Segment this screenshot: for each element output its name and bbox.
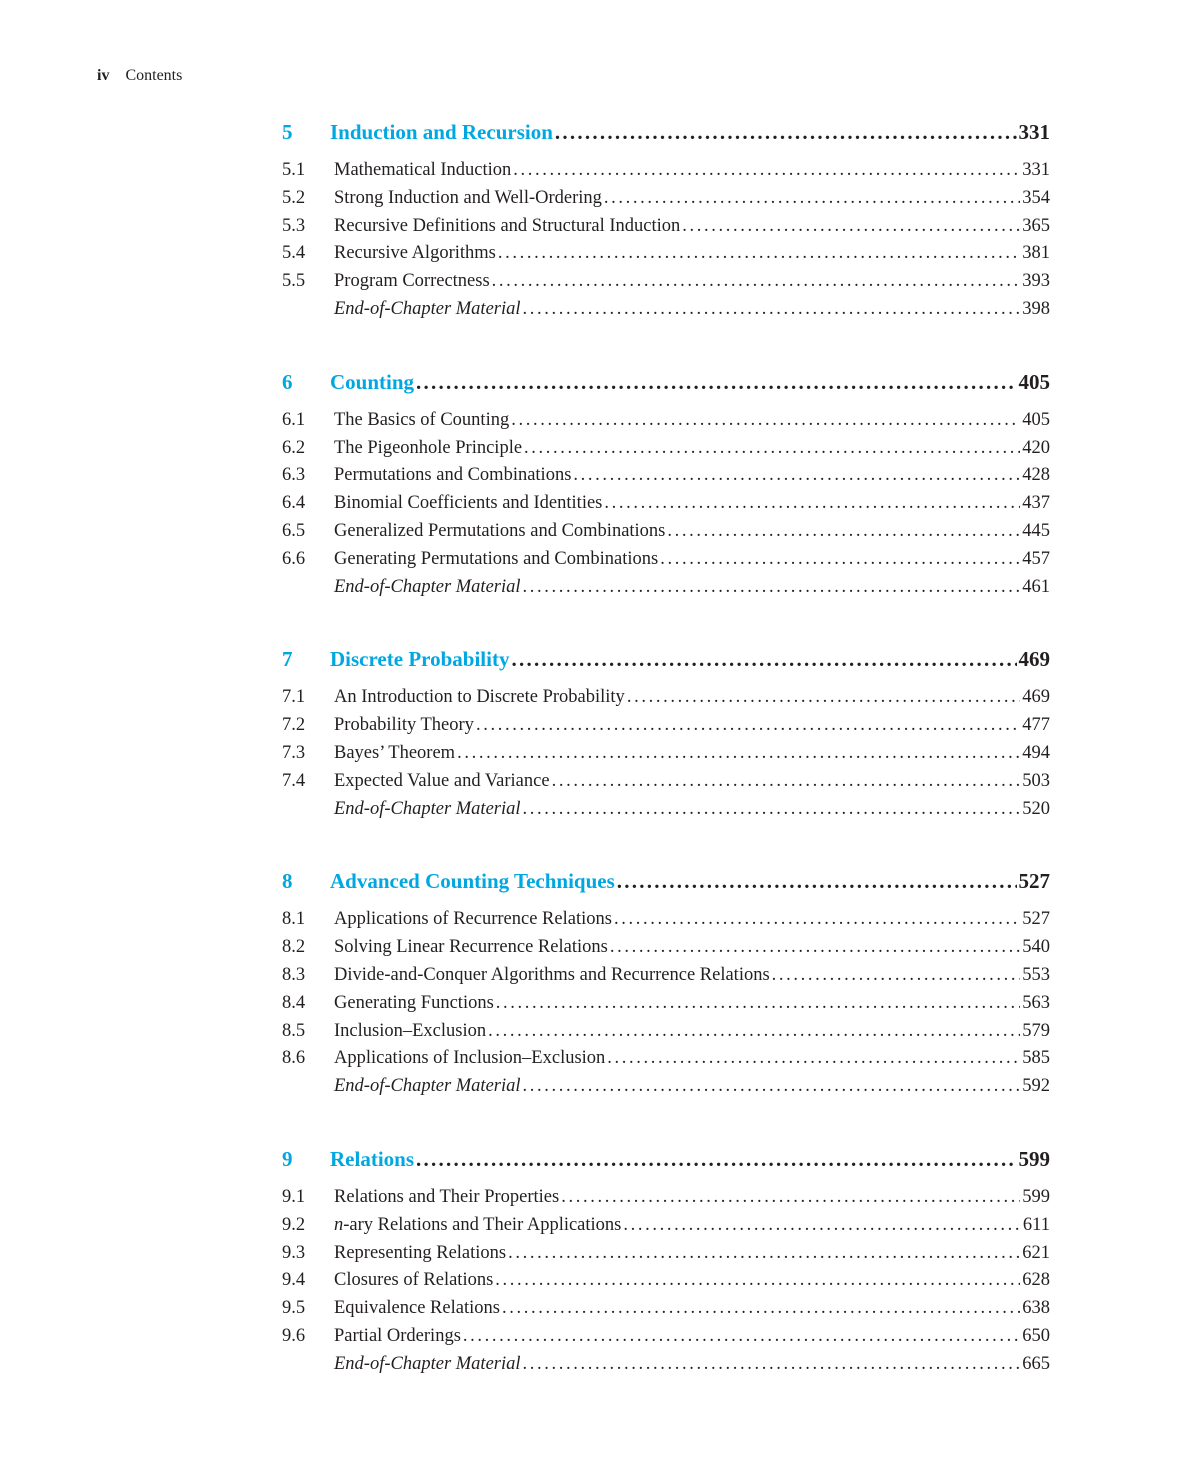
section-page: 628 — [1022, 1270, 1050, 1291]
section-title: End-of-Chapter Material — [334, 798, 521, 819]
section-number: 8.4 — [282, 992, 306, 1013]
section-title: Binomial Coefficients and Identities — [334, 493, 603, 514]
section-entry[interactable] — [282, 465, 1050, 493]
section-number: 6.2 — [282, 437, 306, 458]
dot-leader — [416, 1147, 1017, 1172]
chapter-page: 331 — [1018, 120, 1050, 144]
section-title: Relations and Their Properties — [334, 1186, 560, 1207]
section-number: 6.6 — [282, 548, 306, 569]
section-title: The Basics of Counting — [334, 409, 510, 430]
section-number: 9.2 — [282, 1214, 306, 1235]
section-entry[interactable] — [282, 299, 1050, 327]
section-number: 9.4 — [282, 1270, 306, 1291]
section-title: End-of-Chapter Material — [334, 298, 521, 319]
section-page: 520 — [1022, 798, 1050, 819]
section-page: 527 — [1022, 909, 1050, 930]
chapter-entry[interactable] — [282, 647, 1050, 681]
section-entry[interactable] — [282, 438, 1050, 466]
section-entry[interactable] — [282, 271, 1050, 299]
chapter-block — [282, 647, 1050, 826]
dot-leader — [502, 1298, 1020, 1319]
dot-leader — [604, 188, 1020, 209]
chapter-page: 599 — [1018, 1146, 1050, 1171]
dot-leader — [463, 1326, 1020, 1347]
section-title: Program Correctness — [334, 271, 490, 292]
section-number: 5.1 — [282, 160, 306, 180]
dot-leader — [496, 993, 1020, 1014]
dot-leader — [660, 549, 1020, 570]
section-page: 445 — [1022, 520, 1050, 541]
section-entry[interactable] — [282, 687, 1050, 715]
section-entry[interactable] — [282, 1298, 1050, 1326]
section-number: 9.3 — [282, 1242, 306, 1263]
section-number: 6.5 — [282, 520, 306, 541]
section-page: 665 — [1022, 1353, 1050, 1374]
section-entry[interactable] — [282, 909, 1050, 937]
section-page: 398 — [1022, 298, 1050, 319]
chapter-entry[interactable] — [282, 370, 1050, 404]
section-title: Recursive Definitions and Structural Induction — [334, 215, 681, 236]
section-entry[interactable] — [282, 1021, 1050, 1049]
section-number: 6.3 — [282, 465, 306, 486]
chapter-entry[interactable] — [282, 1147, 1050, 1181]
section-entry[interactable] — [282, 965, 1050, 993]
chapter-entry[interactable] — [282, 120, 1050, 154]
chapter-title: Relations — [330, 1146, 414, 1171]
chapter-number: 5 — [282, 120, 293, 144]
dot-leader — [617, 869, 1017, 894]
dot-leader — [457, 743, 1020, 764]
section-number: 8.5 — [282, 1020, 306, 1041]
section-title: End-of-Chapter Material — [334, 1076, 521, 1097]
running-head-title: Contents — [125, 67, 183, 84]
section-title: Inclusion–Exclusion — [334, 1020, 487, 1041]
section-number: 5.4 — [282, 243, 306, 264]
section-entry[interactable] — [282, 1354, 1050, 1382]
dot-leader — [772, 965, 1021, 986]
section-title: Divide-and-Conquer Algorithms and Recurrence Relations — [334, 964, 770, 985]
section-page: 579 — [1022, 1020, 1050, 1041]
chapter-number: 9 — [282, 1146, 293, 1171]
section-page: 621 — [1022, 1242, 1050, 1263]
chapter-block — [282, 1147, 1050, 1382]
running-head — [97, 66, 182, 86]
dot-leader — [511, 647, 1016, 672]
section-page: 437 — [1022, 493, 1050, 514]
section-number: 9.6 — [282, 1325, 306, 1346]
chapter-entry[interactable] — [282, 869, 1050, 903]
section-entry[interactable] — [282, 1048, 1050, 1076]
section-page: 354 — [1022, 187, 1050, 208]
section-entry[interactable] — [282, 577, 1050, 605]
section-title: The Pigeonhole Principle — [334, 437, 523, 458]
section-number: 8.2 — [282, 937, 306, 958]
dot-leader — [513, 160, 1020, 181]
dot-leader — [511, 410, 1020, 431]
section-entry[interactable] — [282, 1187, 1050, 1215]
section-entry[interactable] — [282, 410, 1050, 438]
section-title: Generating Permutations and Combinations — [334, 548, 659, 569]
section-number: 8.3 — [282, 964, 306, 985]
section-number: 8.1 — [282, 909, 306, 930]
section-number: 7.4 — [282, 770, 306, 791]
dot-leader — [561, 1187, 1020, 1208]
chapter-block — [282, 370, 1050, 605]
section-entry[interactable] — [282, 1326, 1050, 1354]
section-page: 420 — [1022, 437, 1050, 458]
section-number: 6.1 — [282, 409, 306, 430]
section-entry[interactable] — [282, 521, 1050, 549]
section-title: Bayes’ Theorem — [334, 742, 456, 763]
section-entry[interactable] — [282, 493, 1050, 521]
section-page: 563 — [1022, 992, 1050, 1013]
section-title-italic-prefix: n — [334, 1214, 344, 1235]
section-page: 428 — [1022, 465, 1050, 486]
section-page: 393 — [1022, 271, 1050, 292]
section-title: Probability Theory — [334, 715, 474, 736]
section-title-rest: -ary Relations and Their Applications — [343, 1214, 622, 1235]
dot-leader — [523, 577, 1021, 598]
section-entry[interactable] — [282, 743, 1050, 771]
section-page: 592 — [1022, 1076, 1050, 1097]
section-page: 540 — [1022, 937, 1050, 958]
section-page: 381 — [1022, 243, 1050, 264]
dot-leader — [416, 370, 1016, 395]
section-page: 405 — [1022, 409, 1050, 430]
chapter-page: 469 — [1018, 647, 1050, 672]
dot-leader — [523, 1076, 1021, 1097]
section-title: Recursive Algorithms — [334, 243, 496, 264]
dot-leader — [667, 521, 1020, 542]
section-page: 457 — [1022, 548, 1050, 569]
section-number: 5.3 — [282, 215, 306, 236]
section-title: Permutations and Combinations — [334, 465, 572, 486]
section-page: 365 — [1022, 215, 1050, 236]
section-page: 585 — [1022, 1048, 1050, 1069]
section-number: 9.5 — [282, 1298, 306, 1319]
section-page: 611 — [1022, 1214, 1050, 1235]
section-entry[interactable] — [282, 1215, 1050, 1243]
section-number: 7.3 — [282, 742, 306, 763]
section-title: Applications of Recurrence Relations — [334, 909, 612, 930]
dot-leader — [508, 1243, 1020, 1264]
dot-leader — [523, 1354, 1021, 1375]
dot-leader — [476, 715, 1020, 736]
section-number: 9.1 — [282, 1186, 306, 1207]
section-title: Mathematical Induction — [334, 160, 512, 180]
chapter-number: 6 — [282, 369, 293, 394]
chapter-title: Advanced Counting Techniques — [330, 869, 615, 894]
section-entry[interactable] — [282, 937, 1050, 965]
dot-leader — [552, 771, 1021, 792]
section-page: 599 — [1022, 1186, 1050, 1207]
section-number: 6.4 — [282, 493, 306, 514]
section-entry[interactable] — [282, 549, 1050, 577]
section-title: Partial Orderings — [334, 1325, 461, 1346]
section-page: 331 — [1022, 160, 1050, 180]
section-number: 7.2 — [282, 715, 306, 736]
section-title: Solving Linear Recurrence Relations — [334, 937, 608, 958]
dot-leader — [610, 937, 1020, 958]
section-entry[interactable] — [282, 771, 1050, 799]
section-title: Applications of Inclusion–Exclusion — [334, 1048, 606, 1069]
dot-leader — [524, 438, 1020, 459]
section-entry[interactable] — [282, 216, 1050, 244]
section-page: 650 — [1022, 1325, 1050, 1346]
section-entry[interactable] — [282, 188, 1050, 216]
dot-leader — [523, 299, 1021, 320]
chapter-page: 405 — [1018, 369, 1050, 394]
dot-leader — [682, 216, 1020, 237]
section-title: Closures of Relations — [334, 1270, 494, 1291]
section-title: Expected Value and Variance — [334, 770, 550, 791]
section-title: Generalized Permutations and Combinations — [334, 520, 666, 541]
dot-leader — [492, 271, 1021, 292]
section-page: 503 — [1022, 770, 1050, 791]
chapter-page: 527 — [1018, 869, 1050, 894]
section-title: Equivalence Relations — [334, 1298, 500, 1319]
section-entry[interactable] — [282, 799, 1050, 827]
section-number: 5.5 — [282, 271, 306, 292]
section-page: 477 — [1022, 715, 1050, 736]
chapter-title: Counting — [330, 369, 415, 394]
dot-leader — [498, 243, 1020, 264]
dot-leader — [555, 120, 1017, 145]
section-entry[interactable] — [282, 1076, 1050, 1104]
chapter-number: 7 — [282, 647, 293, 672]
section-title: An Introduction to Discrete Probability — [334, 687, 625, 708]
section-entry[interactable] — [282, 160, 1050, 188]
section-title: Generating Functions — [334, 992, 494, 1013]
dot-leader — [614, 909, 1020, 930]
section-page: 638 — [1022, 1298, 1050, 1319]
dot-leader — [573, 465, 1020, 486]
section-title: Strong Induction and Well-Ordering — [334, 187, 602, 208]
page-number: iv — [97, 67, 110, 84]
dot-leader — [607, 1048, 1020, 1069]
section-title: End-of-Chapter Material — [334, 1353, 521, 1374]
section-page: 469 — [1022, 687, 1050, 708]
section-entry[interactable] — [282, 993, 1050, 1021]
dot-leader — [623, 1215, 1021, 1236]
section-number: 8.6 — [282, 1048, 306, 1069]
dot-leader — [604, 493, 1020, 514]
section-page: 553 — [1022, 964, 1050, 985]
section-title — [334, 1215, 621, 1236]
table-of-contents — [282, 120, 1050, 1425]
section-entry[interactable] — [282, 1243, 1050, 1271]
chapter-block — [282, 120, 1050, 327]
chapter-number: 8 — [282, 869, 293, 894]
section-page: 461 — [1022, 576, 1050, 597]
dot-leader — [523, 799, 1021, 820]
section-number: 5.2 — [282, 187, 306, 208]
section-entry[interactable] — [282, 243, 1050, 271]
section-entry[interactable] — [282, 1270, 1050, 1298]
dot-leader — [627, 687, 1020, 708]
section-title: Representing Relations — [334, 1242, 507, 1263]
section-number: 7.1 — [282, 687, 306, 708]
dot-leader — [488, 1021, 1020, 1042]
section-title: End-of-Chapter Material — [334, 576, 521, 597]
section-page: 494 — [1022, 742, 1050, 763]
dot-leader — [495, 1270, 1020, 1291]
chapter-title: Induction and Recursion — [330, 120, 553, 144]
chapter-block — [282, 869, 1050, 1104]
chapter-title: Discrete Probability — [330, 647, 510, 672]
section-entry[interactable] — [282, 715, 1050, 743]
